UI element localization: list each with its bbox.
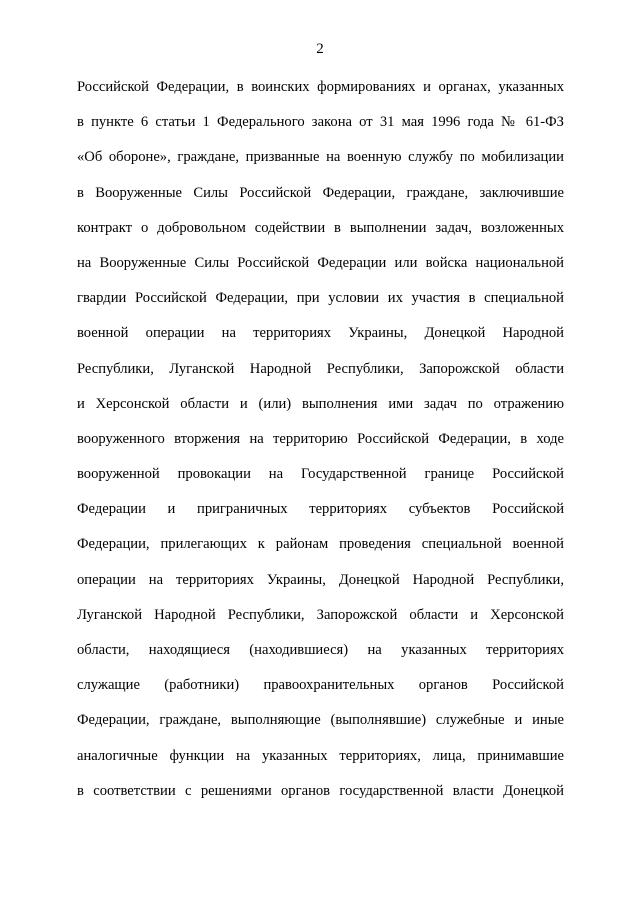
text-line: в пункте 6 статьи 1 Федерального закона от 31 мая 1996 года № 61-ФЗ (77, 114, 564, 131)
text-line: Республики, Луганской Народной Республики, Запорожской области (77, 360, 564, 377)
text-line: вооруженного вторжения на территорию Российской Федерации, в ходе (77, 430, 564, 447)
text-line: Федерации, прилегающих к районам проведения специальной военной (77, 536, 564, 553)
text-line: операции на территориях Украины, Донецкой Народной Республики, (77, 571, 564, 588)
text-line: служащие (работники) правоохранительных органов Российской (77, 677, 564, 694)
page-number: 2 (316, 41, 324, 57)
text-line: области, находящиеся (находившиеся) на указанных территориях (77, 642, 564, 658)
text-line: «Об обороне», граждане, призванные на военную службу по мобилизации (77, 149, 564, 166)
text-line: военной операции на территориях Украины, Донецкой Народной (77, 325, 564, 342)
body-text (77, 70, 564, 809)
text-line: Российской Федерации, в воинских формированиях и органах, указанных (77, 79, 564, 95)
text-line: контракт о добровольном содействии в выполнении задач, возложенных (77, 219, 564, 236)
text-line: на Вооруженные Силы Российской Федерации или войска национальной (77, 254, 564, 271)
text-line: в Вооруженные Силы Российской Федерации, граждане, заключившие (77, 184, 564, 201)
text-line: Федерации, граждане, выполняющие (выполнявшие) служебные и иные (77, 712, 564, 729)
text-line: в соответствии с решениями органов государственной власти Донецкой (77, 782, 564, 799)
text-line: Луганской Народной Республики, Запорожской области и Херсонской (77, 606, 564, 623)
text-line: гвардии Российской Федерации, при условии их участия в специальной (77, 290, 564, 307)
text-line: аналогичные функции на указанных территориях, лица, принимавшие (77, 747, 564, 764)
text-line: Федерации и приграничных территориях субъектов Российской (77, 501, 564, 518)
text-line: вооруженной провокации на Государственной границе Российской (77, 466, 564, 483)
text-line: и Херсонской области и (или) выполнения ими задач по отражению (77, 395, 564, 412)
